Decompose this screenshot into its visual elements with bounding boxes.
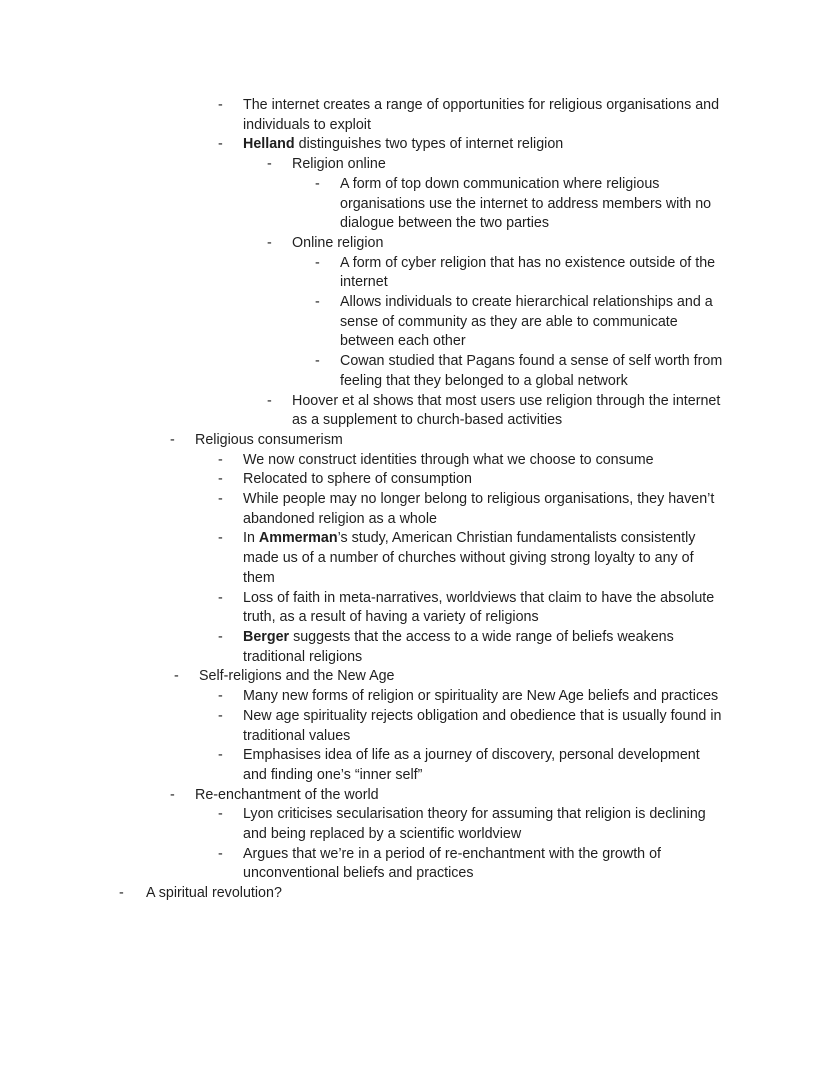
bullet-dash: - xyxy=(218,688,223,705)
bullet-item-level-3 xyxy=(0,529,723,588)
bullet-item-level-3 xyxy=(0,805,723,844)
bullet-item-level-2 xyxy=(0,667,828,687)
bullet-dash: - xyxy=(218,530,223,547)
bullet-text: Cowan studied that Pagans found a sense of self worth from feeling that they belonged to a global network xyxy=(340,353,723,389)
bold-term: Helland xyxy=(243,136,295,153)
bullet-text: In xyxy=(243,530,259,547)
bullet-item-level-3 xyxy=(0,135,723,155)
bullet-item-level-1 xyxy=(0,884,828,904)
bullet-dash: - xyxy=(170,786,175,803)
bullet-text: Allows individuals to create hierarchical relationships and a sense of community as they are able to communicate between each other xyxy=(340,294,713,350)
bullet-dash: - xyxy=(218,806,223,823)
bullet-dash: - xyxy=(218,628,223,645)
bullet-item-level-3 xyxy=(0,845,723,884)
bullet-text: Loss of faith in meta-narratives, worldviews that claim to have the absolute truth, as a result of having a variety of religions xyxy=(243,589,715,626)
bullet-text: Lyon criticises secularisation theory for assuming that religion is declining and being replaced by a scientific worldview xyxy=(243,806,706,843)
bold-term: Berger xyxy=(243,628,290,645)
bullet-text: Religion online xyxy=(292,156,386,173)
bullet-text: distinguishes two types of internet religion xyxy=(294,136,564,153)
bullet-dash: - xyxy=(218,491,223,508)
bullet-dash: - xyxy=(315,294,320,311)
bullet-item-level-3 xyxy=(0,470,723,490)
bullet-dash: - xyxy=(218,136,223,153)
bullet-item-level-4 xyxy=(0,234,722,254)
bullet-text: New age spirituality rejects obligation and obedience that is usually found in traditional values xyxy=(243,707,722,744)
bullet-dash: - xyxy=(218,451,223,468)
bullet-item-level-5 xyxy=(0,254,735,293)
bullet-text: Online religion xyxy=(292,234,384,251)
bullet-text: Hoover et al shows that most users use religion through the internet as a supplement to church-based activities xyxy=(292,392,721,429)
bullet-item-level-3 xyxy=(0,707,723,746)
bullet-text: suggests that the access to a wide range of beliefs weakens traditional religions xyxy=(243,628,674,665)
bold-term: Ammerman xyxy=(258,530,338,547)
bullet-item-level-3 xyxy=(0,451,723,471)
bullet-text: Argues that we’re in a period of re-enchantment with the growth of unconventional beliefs and practices xyxy=(243,845,662,882)
bullet-text: Many new forms of religion or spirituality are New Age beliefs and practices xyxy=(243,688,719,705)
bullet-item-level-3 xyxy=(0,687,723,707)
notes-bullet-list xyxy=(0,96,828,904)
bullet-text: A form of top down communication where religious organisations use the internet to address members with no dialogue between the two parties xyxy=(340,175,712,232)
bullet-text: ’s study, American Christian fundamentalists consistently made us of a number of churches without giving strong loyalty to any of them xyxy=(243,530,696,586)
bullet-item-level-5 xyxy=(0,175,735,234)
bullet-dash: - xyxy=(218,747,223,764)
bullet-text: We now construct identities through what we choose to consume xyxy=(243,451,654,468)
bullet-item-level-3 xyxy=(0,96,723,135)
bullet-dash: - xyxy=(315,175,320,192)
bullet-text: While people may no longer belong to religious organisations, they haven’t abandoned religion as a whole xyxy=(243,491,715,527)
bullet-dash: - xyxy=(218,589,223,606)
bullet-text: Relocated to sphere of consumption xyxy=(243,471,472,488)
bullet-item-level-3 xyxy=(0,589,723,628)
bullet-text: Self-religions and the New Age xyxy=(199,668,395,685)
bullet-item-level-5 xyxy=(0,293,735,352)
bullet-text: Religious consumerism xyxy=(195,431,343,448)
bullet-dash: - xyxy=(315,353,320,370)
bullet-dash: - xyxy=(119,885,124,902)
bullet-item-level-5 xyxy=(0,352,735,391)
bullet-item-level-4 xyxy=(0,155,722,175)
bullet-dash: - xyxy=(218,97,223,113)
bullet-text: Re-enchantment of the world xyxy=(195,786,379,803)
bullet-text: A spiritual revolution? xyxy=(146,885,282,902)
bullet-dash: - xyxy=(315,254,320,271)
bullet-item-level-3 xyxy=(0,628,723,667)
bullet-item-level-2 xyxy=(0,431,828,451)
bullet-dash: - xyxy=(174,668,179,685)
bullet-text: Emphasises idea of life as a journey of discovery, personal development and finding one’s “inner self” xyxy=(243,747,700,783)
bullet-text: A form of cyber religion that has no existence outside of the internet xyxy=(340,254,716,291)
bullet-dash: - xyxy=(218,707,223,724)
bullet-dash: - xyxy=(267,234,272,251)
bullet-text: The internet creates a range of opportunities for religious organisations and individuals to exploit xyxy=(243,97,720,133)
bullet-dash: - xyxy=(170,431,175,448)
bullet-dash: - xyxy=(218,845,223,862)
bullet-item-level-4 xyxy=(0,392,722,431)
bullet-dash: - xyxy=(218,471,223,488)
bullet-item-level-3 xyxy=(0,490,723,529)
bullet-item-level-3 xyxy=(0,746,723,785)
bullet-dash: - xyxy=(267,392,272,409)
bullet-item-level-2 xyxy=(0,786,828,806)
bullet-dash: - xyxy=(267,156,272,173)
